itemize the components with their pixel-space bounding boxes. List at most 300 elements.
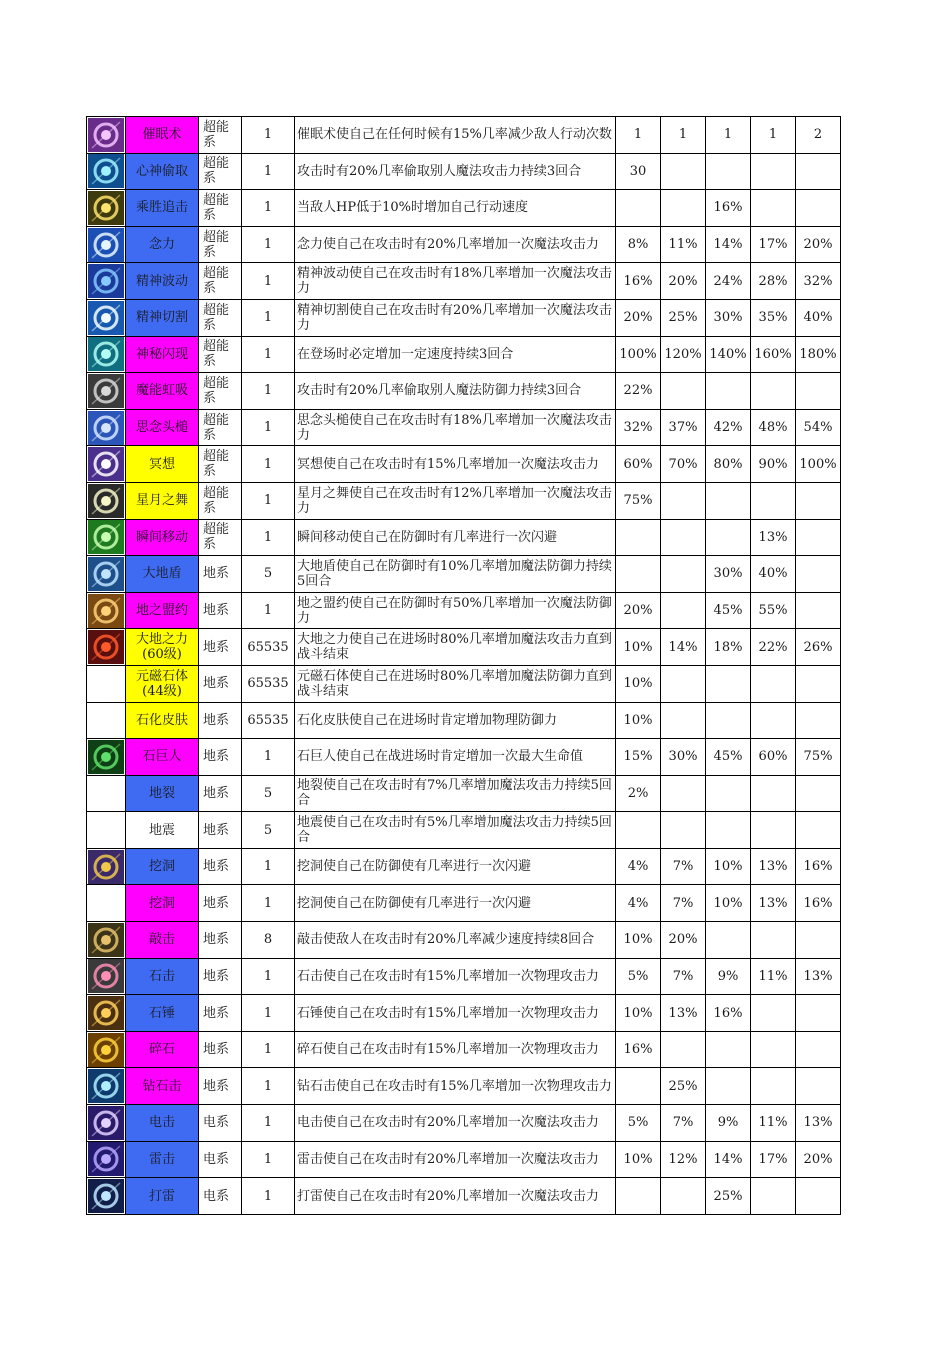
skill-value-2: 1 (661, 117, 706, 154)
skill-level: 1 (242, 482, 295, 519)
skill-value-5: 16% (796, 885, 841, 922)
skill-level: 1 (242, 373, 295, 410)
skill-value-5 (796, 775, 841, 812)
skill-name: 碎石 (126, 1031, 199, 1068)
skill-value-1: 10% (616, 629, 661, 666)
skill-system: 地系 (199, 922, 242, 959)
skill-value-4 (751, 812, 796, 849)
meditation-orb-icon (88, 447, 124, 481)
skill-level: 5 (242, 775, 295, 812)
stone-strike-icon (88, 959, 124, 993)
skill-system: 超能系 (199, 482, 242, 519)
skill-value-4 (751, 153, 796, 190)
skill-name: 石巨人 (126, 739, 199, 776)
skill-value-2 (661, 482, 706, 519)
skill-level: 1 (242, 958, 295, 995)
thunder-icon (88, 1142, 124, 1176)
skill-value-2: 25% (661, 1068, 706, 1105)
skill-name: 电击 (126, 1105, 199, 1142)
skill-value-4: 28% (751, 263, 796, 300)
skill-level: 1 (242, 409, 295, 446)
skill-name: 念力 (126, 226, 199, 263)
skill-value-2: 70% (661, 446, 706, 483)
skill-level: 1 (242, 519, 295, 556)
skill-name: 神秘闪现 (126, 336, 199, 373)
skill-icon-cell (87, 1178, 126, 1215)
skill-value-2: 30% (661, 739, 706, 776)
skill-icon-cell (87, 702, 126, 739)
skill-description: 雷击使自己在攻击时有20%几率增加一次魔法攻击力 (295, 1141, 616, 1178)
skill-value-2: 13% (661, 995, 706, 1032)
skill-value-5 (796, 1031, 841, 1068)
skill-value-3: 1 (706, 117, 751, 154)
skill-value-2: 20% (661, 263, 706, 300)
earth-power-icon (88, 630, 124, 664)
skill-value-3 (706, 1031, 751, 1068)
skill-value-5: 32% (796, 263, 841, 300)
skill-value-4: 17% (751, 226, 796, 263)
skill-value-5 (796, 812, 841, 849)
skill-value-3 (706, 482, 751, 519)
skill-description: 挖洞使自己在防御使有几率进行一次闪避 (295, 848, 616, 885)
skill-value-1: 1 (616, 117, 661, 154)
skill-icon-cell (87, 848, 126, 885)
skill-icon-cell (87, 519, 126, 556)
skill-value-5: 75% (796, 739, 841, 776)
skill-description: 冥想使自己在攻击时有15%几率增加一次魔法攻击力 (295, 446, 616, 483)
skill-description: 瞬间移动使自己在防御时有几率进行一次闪避 (295, 519, 616, 556)
table-row (87, 482, 841, 519)
skill-value-1: 20% (616, 592, 661, 629)
skill-value-5 (796, 1178, 841, 1215)
skill-value-5 (796, 592, 841, 629)
skill-level: 1 (242, 848, 295, 885)
mystic-flash-icon (88, 337, 124, 371)
skill-value-5: 20% (796, 226, 841, 263)
skill-value-1: 75% (616, 482, 661, 519)
table-row (87, 885, 841, 922)
skill-value-2: 7% (661, 885, 706, 922)
lightning-icon (88, 1106, 124, 1140)
skill-value-1 (616, 556, 661, 593)
skill-icon-cell (87, 190, 126, 227)
skill-system: 地系 (199, 848, 242, 885)
skill-icon-cell (87, 299, 126, 336)
table-row (87, 556, 841, 593)
skill-value-1: 32% (616, 409, 661, 446)
skill-value-2 (661, 519, 706, 556)
skill-description: 电击使自己在攻击时有20%几率增加一次魔法攻击力 (295, 1105, 616, 1142)
skill-value-5: 26% (796, 629, 841, 666)
skill-name: 地裂 (126, 775, 199, 812)
skill-value-1 (616, 1068, 661, 1105)
skill-value-3: 30% (706, 556, 751, 593)
skill-value-4: 160% (751, 336, 796, 373)
skill-description: 元磁石体使自己在进场时80%几率增加魔法防御力直到战斗结束 (295, 665, 616, 702)
skill-name: 心神偷取 (126, 153, 199, 190)
skill-description: 攻击时有20%几率偷取别人魔法防御力持续3回合 (295, 373, 616, 410)
skill-system: 地系 (199, 995, 242, 1032)
skill-value-5 (796, 556, 841, 593)
table-row (87, 775, 841, 812)
skill-value-3 (706, 702, 751, 739)
skill-icon-cell (87, 1068, 126, 1105)
skill-value-2: 7% (661, 1105, 706, 1142)
skill-value-1: 4% (616, 848, 661, 885)
skill-system: 电系 (199, 1178, 242, 1215)
skill-value-5 (796, 702, 841, 739)
skill-icon-cell (87, 409, 126, 446)
skill-level: 1 (242, 885, 295, 922)
magic-drain-icon (88, 374, 124, 408)
skill-name: 钻石击 (126, 1068, 199, 1105)
skill-value-4 (751, 190, 796, 227)
skill-description: 大地之力使自己在进场时80%几率增加魔法攻击力直到战斗结束 (295, 629, 616, 666)
skill-value-1: 5% (616, 958, 661, 995)
skill-value-5: 180% (796, 336, 841, 373)
table-row (87, 446, 841, 483)
skill-value-1: 10% (616, 1141, 661, 1178)
skill-value-3: 45% (706, 739, 751, 776)
mental-wave-icon (88, 264, 124, 298)
skill-value-3: 24% (706, 263, 751, 300)
skill-value-5: 13% (796, 1105, 841, 1142)
skill-value-4 (751, 702, 796, 739)
skill-value-5 (796, 922, 841, 959)
skill-value-5 (796, 519, 841, 556)
skill-value-1: 16% (616, 1031, 661, 1068)
skill-description: 精神切割使自己在攻击时有20%几率增加一次魔法攻击力 (295, 299, 616, 336)
skill-description: 地震使自己在攻击时有5%几率增加魔法攻击力持续5回合 (295, 812, 616, 849)
skill-system: 超能系 (199, 409, 242, 446)
skill-value-3 (706, 922, 751, 959)
skill-name: 元磁石体(44级) (126, 665, 199, 702)
skill-value-3: 10% (706, 885, 751, 922)
skill-system: 地系 (199, 592, 242, 629)
skill-system: 地系 (199, 1068, 242, 1105)
skill-value-3 (706, 1068, 751, 1105)
skill-value-3: 140% (706, 336, 751, 373)
table-row (87, 299, 841, 336)
skill-system: 超能系 (199, 226, 242, 263)
skill-icon-cell (87, 1141, 126, 1178)
skill-level: 1 (242, 153, 295, 190)
skill-value-3: 16% (706, 995, 751, 1032)
skill-value-4: 60% (751, 739, 796, 776)
skill-system: 地系 (199, 775, 242, 812)
skill-value-4 (751, 373, 796, 410)
skill-name: 瞬间移动 (126, 519, 199, 556)
table-row (87, 1141, 841, 1178)
skill-system: 超能系 (199, 336, 242, 373)
skill-value-3 (706, 153, 751, 190)
table-row (87, 263, 841, 300)
skill-value-5: 40% (796, 299, 841, 336)
skill-level: 1 (242, 336, 295, 373)
skill-system: 地系 (199, 629, 242, 666)
skill-value-2 (661, 373, 706, 410)
table-row (87, 373, 841, 410)
skill-value-4 (751, 665, 796, 702)
skill-value-1: 20% (616, 299, 661, 336)
skill-value-3: 14% (706, 1141, 751, 1178)
skill-name: 冥想 (126, 446, 199, 483)
skill-value-5: 16% (796, 848, 841, 885)
skill-icon-cell (87, 812, 126, 849)
skill-value-4: 13% (751, 848, 796, 885)
table-row (87, 702, 841, 739)
hypnosis-swirl-icon (88, 118, 124, 152)
skill-value-4: 48% (751, 409, 796, 446)
skill-name: 石锤 (126, 995, 199, 1032)
skill-value-1: 10% (616, 922, 661, 959)
table-row (87, 190, 841, 227)
skill-system: 超能系 (199, 519, 242, 556)
table-row (87, 922, 841, 959)
skill-icon-cell (87, 153, 126, 190)
skill-icon-cell (87, 1031, 126, 1068)
skill-value-3: 9% (706, 1105, 751, 1142)
skill-value-1 (616, 1178, 661, 1215)
skill-value-2 (661, 556, 706, 593)
skill-value-3: 30% (706, 299, 751, 336)
skill-value-4: 1 (751, 117, 796, 154)
skill-value-3: 45% (706, 592, 751, 629)
skill-icon-cell (87, 958, 126, 995)
skill-description: 石锤使自己在攻击时有15%几率增加一次物理攻击力 (295, 995, 616, 1032)
skill-value-3 (706, 519, 751, 556)
skill-description: 念力使自己在攻击时有20%几率增加一次魔法攻击力 (295, 226, 616, 263)
skill-name: 思念头槌 (126, 409, 199, 446)
skill-value-1: 10% (616, 995, 661, 1032)
skill-value-1: 4% (616, 885, 661, 922)
teleport-icon (88, 520, 124, 554)
skill-system: 超能系 (199, 190, 242, 227)
skill-name: 精神切割 (126, 299, 199, 336)
skill-level: 1 (242, 995, 295, 1032)
skill-value-5 (796, 153, 841, 190)
skill-value-5 (796, 482, 841, 519)
table-row (87, 1031, 841, 1068)
skill-value-1 (616, 519, 661, 556)
skill-name: 挖洞 (126, 885, 199, 922)
skill-value-4 (751, 482, 796, 519)
skill-icon-cell (87, 885, 126, 922)
skill-value-4: 40% (751, 556, 796, 593)
skill-description: 打雷使自己在攻击时有20%几率增加一次魔法攻击力 (295, 1178, 616, 1215)
skill-level: 1 (242, 1141, 295, 1178)
skill-value-3 (706, 665, 751, 702)
skill-value-2 (661, 702, 706, 739)
skill-description: 敲击使敌人在攻击时有20%几率减少速度持续8回合 (295, 922, 616, 959)
skill-level: 1 (242, 446, 295, 483)
skill-name: 石击 (126, 958, 199, 995)
skill-icon-cell (87, 665, 126, 702)
skill-value-1: 10% (616, 702, 661, 739)
skill-icon-cell (87, 556, 126, 593)
skill-system: 地系 (199, 885, 242, 922)
skill-name: 催眠术 (126, 117, 199, 154)
table-row (87, 958, 841, 995)
skill-value-3 (706, 373, 751, 410)
skill-value-1 (616, 190, 661, 227)
skill-value-3: 42% (706, 409, 751, 446)
skill-icon-cell (87, 446, 126, 483)
skill-name: 大地盾 (126, 556, 199, 593)
skill-value-5: 13% (796, 958, 841, 995)
skill-level: 1 (242, 299, 295, 336)
table-row (87, 409, 841, 446)
skill-value-2 (661, 1031, 706, 1068)
skill-value-1: 2% (616, 775, 661, 812)
skill-level: 1 (242, 190, 295, 227)
skill-value-5 (796, 1068, 841, 1105)
skill-icon-cell (87, 373, 126, 410)
skill-description: 地裂使自己在攻击时有7%几率增加魔法攻击力持续5回合 (295, 775, 616, 812)
skill-value-4 (751, 775, 796, 812)
skill-table (86, 116, 841, 1215)
stone-hammer-icon (88, 996, 124, 1030)
skill-icon-cell (87, 226, 126, 263)
skill-description: 攻击时有20%几率偷取别人魔法攻击力持续3回合 (295, 153, 616, 190)
skill-system: 超能系 (199, 153, 242, 190)
skill-value-1: 8% (616, 226, 661, 263)
skill-name: 雷击 (126, 1141, 199, 1178)
skill-value-2: 12% (661, 1141, 706, 1178)
skill-value-4: 11% (751, 958, 796, 995)
earth-shield-icon (88, 557, 124, 591)
skill-icon-cell (87, 592, 126, 629)
skill-level: 65535 (242, 629, 295, 666)
skill-value-1: 100% (616, 336, 661, 373)
skill-icon-cell (87, 739, 126, 776)
table-row (87, 812, 841, 849)
skill-value-5: 20% (796, 1141, 841, 1178)
skill-description: 精神波动使自己在攻击时有18%几率增加一次魔法攻击力 (295, 263, 616, 300)
table-row (87, 739, 841, 776)
skill-level: 1 (242, 592, 295, 629)
skill-value-5 (796, 665, 841, 702)
skill-value-3: 16% (706, 190, 751, 227)
skill-description: 挖洞使自己在防御使有几率进行一次闪避 (295, 885, 616, 922)
skill-description: 大地盾使自己在防御时有10%几率增加魔法防御力持续5回合 (295, 556, 616, 593)
skill-name: 挖洞 (126, 848, 199, 885)
skill-description: 石化皮肤使自己在进场时肯定增加物理防御力 (295, 702, 616, 739)
mind-hammer-icon (88, 411, 124, 445)
skill-name: 精神波动 (126, 263, 199, 300)
skill-level: 1 (242, 1105, 295, 1142)
table-row (87, 592, 841, 629)
skill-description: 思念头槌使自己在攻击时有18%几率增加一次魔法攻击力 (295, 409, 616, 446)
skill-value-2: 37% (661, 409, 706, 446)
rock-smash-icon (88, 1033, 124, 1067)
table-row (87, 848, 841, 885)
earth-pact-icon (88, 594, 124, 628)
skill-icon-cell (87, 336, 126, 373)
skill-value-4 (751, 922, 796, 959)
table-row (87, 665, 841, 702)
skill-value-1: 22% (616, 373, 661, 410)
drill-strike-icon (88, 1069, 124, 1103)
skill-value-5: 100% (796, 446, 841, 483)
star-dance-icon (88, 484, 124, 518)
skill-system: 电系 (199, 1105, 242, 1142)
skill-value-3 (706, 812, 751, 849)
skill-icon-cell (87, 995, 126, 1032)
skill-value-1: 16% (616, 263, 661, 300)
skill-value-2 (661, 665, 706, 702)
dig-hole-icon (88, 850, 124, 884)
skill-value-2 (661, 592, 706, 629)
skill-value-3: 10% (706, 848, 751, 885)
table-row (87, 117, 841, 154)
skill-value-5 (796, 995, 841, 1032)
skill-system: 地系 (199, 812, 242, 849)
table-row (87, 1178, 841, 1215)
skill-description: 石击使自己在攻击时有15%几率增加一次物理攻击力 (295, 958, 616, 995)
table-row (87, 1068, 841, 1105)
skill-system: 地系 (199, 665, 242, 702)
skill-value-2 (661, 775, 706, 812)
skill-level: 1 (242, 226, 295, 263)
skill-value-1: 5% (616, 1105, 661, 1142)
skill-level: 5 (242, 556, 295, 593)
skill-name: 大地之力(60级) (126, 629, 199, 666)
skill-value-4 (751, 1068, 796, 1105)
skill-value-3 (706, 775, 751, 812)
skill-value-2: 120% (661, 336, 706, 373)
skill-system: 超能系 (199, 263, 242, 300)
skill-system: 超能系 (199, 299, 242, 336)
skill-description: 在登场时必定增加一定速度持续3回合 (295, 336, 616, 373)
skill-value-2: 7% (661, 958, 706, 995)
skill-description: 钻石击使自己在攻击时有15%几率增加一次物理攻击力 (295, 1068, 616, 1105)
skill-value-1: 15% (616, 739, 661, 776)
table-row (87, 1105, 841, 1142)
skill-value-5 (796, 190, 841, 227)
skill-level: 8 (242, 922, 295, 959)
skill-value-2: 14% (661, 629, 706, 666)
skill-level: 1 (242, 1068, 295, 1105)
skill-level: 1 (242, 1178, 295, 1215)
skill-system: 地系 (199, 958, 242, 995)
skill-level: 1 (242, 263, 295, 300)
skill-value-2 (661, 190, 706, 227)
skill-level: 65535 (242, 702, 295, 739)
skill-value-3: 9% (706, 958, 751, 995)
skill-value-2 (661, 1178, 706, 1215)
skill-value-1: 10% (616, 665, 661, 702)
skill-description: 星月之舞使自己在攻击时有12%几率增加一次魔法攻击力 (295, 482, 616, 519)
skill-value-4 (751, 995, 796, 1032)
skill-value-2: 20% (661, 922, 706, 959)
skill-description: 催眠术使自己在任何时候有15%几率减少敌人行动次数 (295, 117, 616, 154)
skill-value-4 (751, 1178, 796, 1215)
strike-icon (88, 923, 124, 957)
skill-icon-cell (87, 482, 126, 519)
strike-thunder-icon (88, 1179, 124, 1213)
skill-description: 碎石使自己在攻击时有15%几率增加一次物理攻击力 (295, 1031, 616, 1068)
skill-system: 超能系 (199, 446, 242, 483)
skill-value-3: 18% (706, 629, 751, 666)
skill-name: 敲击 (126, 922, 199, 959)
table-row (87, 336, 841, 373)
skill-value-2 (661, 153, 706, 190)
skill-name: 打雷 (126, 1178, 199, 1215)
skill-value-4: 17% (751, 1141, 796, 1178)
skill-level: 1 (242, 117, 295, 154)
skill-value-2: 7% (661, 848, 706, 885)
